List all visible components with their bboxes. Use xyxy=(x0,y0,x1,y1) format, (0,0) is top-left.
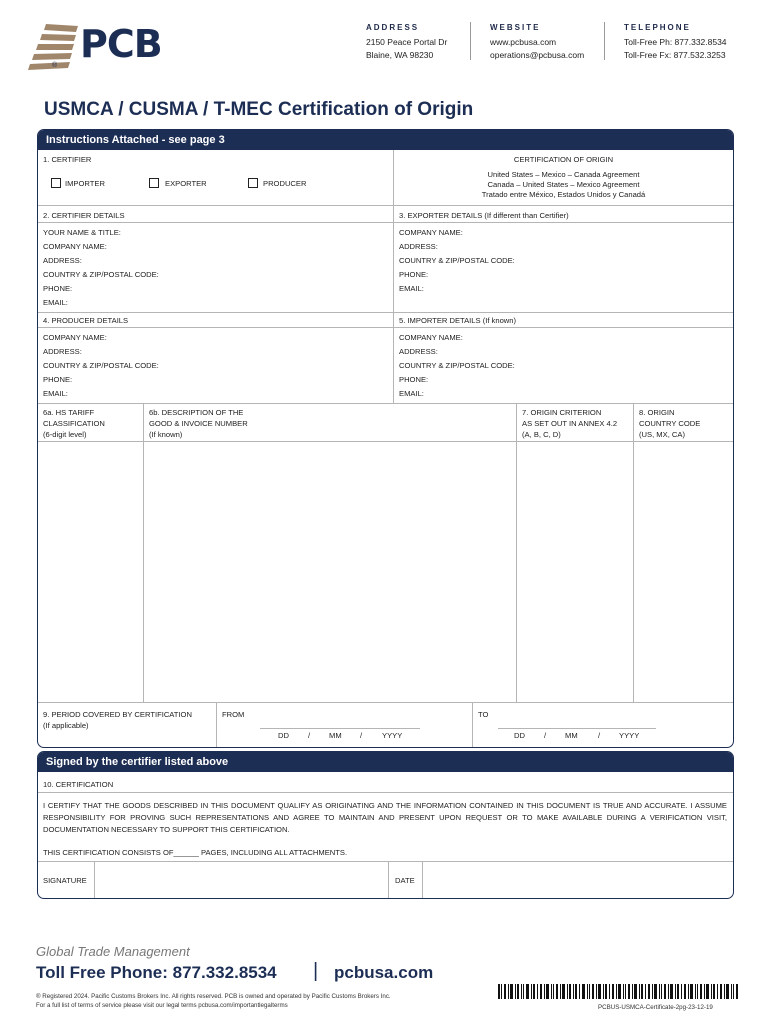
col-7-line: 7. ORIGIN CRITERION xyxy=(522,408,602,417)
from-slash: / xyxy=(360,731,363,740)
col-8-line: COUNTRY CODE xyxy=(639,419,701,428)
from-date-line[interactable] xyxy=(260,728,420,729)
date-label: DATE xyxy=(395,876,415,885)
producer-details-heading: 4. PRODUCER DETAILS xyxy=(43,316,129,325)
cert-line-2: Canada – United States – Mexico Agreement xyxy=(487,180,640,189)
col-6a-line: 6a. HS TARIFF xyxy=(43,408,95,417)
pages-line: THIS CERTIFICATION CONSISTS OF______ PAGES, INCLUDING ALL ATTACHMENTS. xyxy=(43,848,348,857)
page-title: USMCA / CUSMA / T-MEC Certification of Origin xyxy=(44,99,474,120)
exporter-checkbox[interactable] xyxy=(149,178,159,188)
website-label: WEBSITE xyxy=(490,23,541,32)
signed-by-bar: Signed by the certifier listed above xyxy=(38,752,733,772)
certification-form xyxy=(37,129,734,748)
barcode xyxy=(498,984,738,999)
exporter-phone-field[interactable]: PHONE: xyxy=(399,270,429,279)
importer-details-heading: 5. IMPORTER DETAILS (If known) xyxy=(399,316,517,325)
importer-email-field[interactable]: EMAIL: xyxy=(399,389,424,398)
to-slash: / xyxy=(544,731,547,740)
importer-phone-field[interactable]: PHONE: xyxy=(399,375,429,384)
importer-address-field[interactable]: ADDRESS: xyxy=(399,347,438,356)
to-dd: DD xyxy=(514,731,525,740)
col-8-line: 8. ORIGIN xyxy=(639,408,675,417)
footer-legal-2: For a full list of terms of service please visit our legal terms pcbusa.com/importantlegalterms xyxy=(36,1002,288,1009)
to-date-line[interactable] xyxy=(498,728,656,729)
date-field[interactable] xyxy=(423,862,731,898)
goods-entry-area[interactable] xyxy=(38,442,733,702)
col-6b-line: (If known) xyxy=(149,430,183,439)
col-6a-header xyxy=(43,407,105,440)
producer-option: PRODUCER xyxy=(263,179,307,188)
email-link[interactable]: operations@pcbusa.com xyxy=(490,50,585,60)
footer-tagline: Global Trade Management xyxy=(36,944,190,959)
cert-line-3: Tratado entre México, Estados Unidos y Canadá xyxy=(481,190,646,199)
to-yyyy: YYYY xyxy=(619,731,640,740)
from-dd: DD xyxy=(278,731,289,740)
importer-company-field[interactable]: COMPANY NAME: xyxy=(399,333,463,342)
certifier-name-field[interactable]: YOUR NAME & TITLE: xyxy=(43,228,121,237)
exporter-country-field[interactable]: COUNTRY & ZIP/POSTAL CODE: xyxy=(399,256,515,265)
divider xyxy=(38,702,733,703)
certifier-country-field[interactable]: COUNTRY & ZIP/POSTAL CODE: xyxy=(43,270,159,279)
pcb-logo xyxy=(28,22,178,76)
footer-phone: Toll Free Phone: 877.332.8534 xyxy=(36,963,277,982)
divider xyxy=(472,702,473,747)
signature-label: SIGNATURE xyxy=(43,876,87,885)
producer-country-field[interactable]: COUNTRY & ZIP/POSTAL CODE: xyxy=(43,361,159,370)
signature-field[interactable] xyxy=(95,862,388,898)
col-6a-line: (6-digit level) xyxy=(43,430,87,439)
certification-signature-box xyxy=(37,751,734,899)
footer-legal-1: ® Registered 2024. Pacific Customs Brokers Inc. All rights reserved. PCB is owned and operated by Pacific Customs Brokers Inc. xyxy=(36,993,391,1000)
divider xyxy=(388,861,389,898)
col-6b-line: GOOD & INVOICE NUMBER xyxy=(149,419,248,428)
col-6b-line: 6b. DESCRIPTION OF THE xyxy=(149,408,244,417)
to-label: TO xyxy=(478,710,489,719)
col-6a-line: CLASSIFICATION xyxy=(43,419,105,428)
barcode-icon xyxy=(498,984,738,999)
exporter-details-heading: 3. EXPORTER DETAILS (If different than Certifier) xyxy=(399,211,569,220)
col-8-header xyxy=(639,407,700,440)
certifier-address-field[interactable]: ADDRESS: xyxy=(43,256,82,265)
from-slash: / xyxy=(308,731,311,740)
col-7-line: AS SET OUT IN ANNEX 4.2 xyxy=(522,419,618,428)
fax-line: Toll-Free Fx: 877.532.3253 xyxy=(624,50,726,60)
importer-checkbox[interactable] xyxy=(51,178,61,188)
divider xyxy=(216,702,217,747)
col-6b-header xyxy=(149,407,248,440)
divider xyxy=(38,222,733,223)
col-8-line: (US, MX, CA) xyxy=(639,430,685,439)
period-label: 9. PERIOD COVERED BY CERTIFICATION xyxy=(43,710,192,719)
phone-line: Toll-Free Ph: 877.332.8534 xyxy=(624,37,727,47)
footer-divider: | xyxy=(313,960,319,982)
address-label: ADDRESS xyxy=(366,23,420,32)
importer-country-field[interactable]: COUNTRY & ZIP/POSTAL CODE: xyxy=(399,361,515,370)
divider xyxy=(38,327,733,328)
header-divider xyxy=(604,22,605,60)
exporter-address-field[interactable]: ADDRESS: xyxy=(399,242,438,251)
importer-option: IMPORTER xyxy=(65,179,105,188)
producer-company-field[interactable]: COMPANY NAME: xyxy=(43,333,107,342)
certifier-company-field[interactable]: COMPANY NAME: xyxy=(43,242,107,251)
certification-heading: 10. CERTIFICATION xyxy=(43,780,114,789)
address-line2: Blaine, WA 98230 xyxy=(366,50,434,60)
divider xyxy=(38,792,733,793)
producer-checkbox[interactable] xyxy=(248,178,258,188)
divider xyxy=(393,312,394,403)
address-line1: 2150 Peace Portal Dr xyxy=(366,37,448,47)
divider xyxy=(38,312,733,313)
exporter-company-field[interactable]: COMPANY NAME: xyxy=(399,228,463,237)
registered-mark: ® xyxy=(52,62,58,69)
producer-address-field[interactable]: ADDRESS: xyxy=(43,347,82,356)
to-slash: / xyxy=(598,731,601,740)
to-mm: MM xyxy=(565,731,578,740)
col-7-header xyxy=(522,407,617,440)
exporter-option: EXPORTER xyxy=(165,179,207,188)
cert-line-1: United States – Mexico – Canada Agreement xyxy=(487,170,640,179)
col-7-line: (A, B, C, D) xyxy=(522,430,561,439)
instructions-bar: Instructions Attached - see page 3 xyxy=(38,130,733,150)
telephone-label: TELEPHONE xyxy=(624,23,691,32)
certifier-email-field[interactable]: EMAIL: xyxy=(43,298,68,307)
from-yyyy: YYYY xyxy=(382,731,403,740)
cert-of-origin-title: CERTIFICATION OF ORIGIN xyxy=(513,155,614,164)
footer-site-link[interactable]: pcbusa.com xyxy=(334,963,434,982)
exporter-email-field[interactable]: EMAIL: xyxy=(399,284,424,293)
certifier-phone-field[interactable]: PHONE: xyxy=(43,284,73,293)
producer-email-field[interactable]: EMAIL: xyxy=(43,389,68,398)
producer-phone-field[interactable]: PHONE: xyxy=(43,375,73,384)
divider xyxy=(38,205,733,206)
certifier-details-heading: 2. CERTIFIER DETAILS xyxy=(43,211,125,220)
website-link[interactable]: www.pcbusa.com xyxy=(490,37,557,47)
from-mm: MM xyxy=(329,731,342,740)
from-label: FROM xyxy=(222,710,245,719)
certifier-label: 1. CERTIFIER xyxy=(43,155,92,164)
logo-text: PCB xyxy=(80,22,162,66)
period-sublabel: (If applicable) xyxy=(43,721,89,730)
form-code: PCBUS-USMCA-Certificate-2pg-23-12-19 xyxy=(598,1004,713,1011)
certification-statement: I CERTIFY THAT THE GOODS DESCRIBED IN THIS DOCUMENT QUALIFY AS ORIGINATING AND THE INFORMATION CONTAINED IN THIS DOCUMENT IS TRUE AND ACCURATE. I ASSUME RESPONSIBILITY FOR PROVING SUCH REPRESENTATIONS AND AGREE TO MAINTAIN AND PRESENT UPON REQUEST OR TO MAKE AVAILABLE DURING A VERIFICATION VISIT, DOCUMENTATION NECESSARY TO SUPPORT THIS CERTIFICATION. xyxy=(43,801,727,834)
header-divider xyxy=(470,22,471,60)
